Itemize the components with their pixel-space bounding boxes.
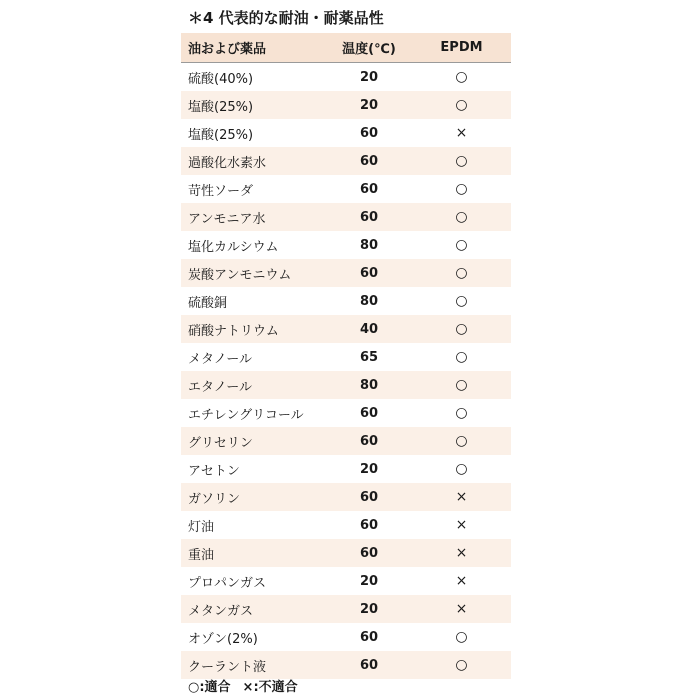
cell-name: 塩酸(25%): [188, 99, 254, 115]
table-row: [181, 147, 511, 175]
table-row: [181, 483, 511, 511]
table-row: [181, 399, 511, 427]
cell-epdm: ○: [455, 209, 468, 225]
table-row: [181, 315, 511, 343]
cell-temp: 60: [359, 657, 379, 673]
cell-epdm: ○: [455, 181, 468, 197]
table-row: [181, 203, 511, 231]
cell-epdm: ×: [455, 601, 468, 617]
table-row: [181, 287, 511, 315]
cell-name: アンモニア水: [188, 211, 266, 227]
cell-name: 重油: [188, 547, 215, 563]
header-temp: 温度(℃): [342, 42, 396, 57]
cell-temp: 65: [359, 349, 379, 365]
legend-unsuitable: ×:不適合: [242, 680, 298, 695]
cell-temp: 20: [359, 97, 379, 113]
cell-temp: 60: [359, 489, 379, 505]
cell-epdm: ○: [455, 377, 468, 393]
cell-temp: 60: [359, 209, 379, 225]
cell-temp: 60: [359, 181, 379, 197]
table-header-row: [181, 33, 511, 63]
cell-name: 塩酸(25%): [188, 127, 254, 143]
cell-name: クーラント液: [188, 659, 267, 675]
header-name: 油および薬品: [188, 42, 267, 57]
cell-name: エチレングリコール: [188, 407, 304, 423]
cell-name: オゾン(2%): [188, 631, 258, 647]
cell-name: 硫酸銅: [188, 295, 228, 311]
cell-name: アセトン: [188, 463, 240, 479]
cell-epdm: ○: [455, 629, 468, 645]
cell-temp: 60: [359, 433, 379, 449]
header-epdm: EPDM: [440, 40, 483, 55]
table-row: [181, 259, 511, 287]
cell-temp: 80: [359, 237, 379, 253]
cell-temp: 60: [359, 629, 379, 645]
cell-temp: 20: [359, 461, 379, 477]
cell-epdm: ○: [455, 153, 468, 169]
cell-temp: 60: [359, 405, 379, 421]
cell-epdm: ×: [455, 125, 468, 141]
table-row: [181, 231, 511, 259]
cell-name: 塩化カルシウム: [188, 239, 279, 255]
table-row: [181, 63, 511, 91]
cell-epdm: ○: [455, 237, 468, 253]
cell-epdm: ○: [455, 293, 468, 309]
cell-name: 硝酸ナトリウム: [188, 323, 279, 339]
table-row: [181, 427, 511, 455]
cell-name: メタノール: [188, 351, 252, 367]
cell-temp: 20: [359, 69, 379, 85]
cell-name: 過酸化水素水: [188, 155, 267, 171]
table-row: [181, 567, 511, 595]
resistance-table: [181, 33, 511, 679]
table-row: [181, 623, 511, 651]
table-row: [181, 539, 511, 567]
table-row: [181, 371, 511, 399]
cell-epdm: ○: [455, 433, 468, 449]
cell-temp: 80: [359, 377, 379, 393]
cell-epdm: ○: [455, 265, 468, 281]
cell-epdm: ×: [455, 545, 468, 561]
cell-name: 苛性ソーダ: [188, 183, 254, 199]
cell-epdm: ×: [455, 517, 468, 533]
cell-epdm: ○: [455, 69, 468, 85]
cell-temp: 80: [359, 293, 379, 309]
table-row: [181, 595, 511, 623]
cell-name: 炭酸アンモニウム: [188, 267, 292, 283]
cell-epdm: ○: [455, 405, 468, 421]
table-row: [181, 651, 511, 679]
cell-epdm: ×: [455, 573, 468, 589]
cell-temp: 60: [359, 265, 379, 281]
cell-temp: 60: [359, 545, 379, 561]
table-title: ＊4 代表的な耐油・耐薬品性: [188, 9, 384, 27]
cell-temp: 60: [359, 125, 379, 141]
cell-temp: 20: [359, 601, 379, 617]
cell-epdm: ×: [455, 489, 468, 505]
table-row: [181, 511, 511, 539]
cell-epdm: ○: [455, 349, 468, 365]
cell-epdm: ○: [455, 657, 468, 673]
cell-temp: 20: [359, 573, 379, 589]
cell-name: 灯油: [188, 519, 215, 535]
cell-name: ガソリン: [188, 491, 241, 507]
legend: [188, 678, 298, 698]
cell-name: グリセリン: [188, 435, 253, 451]
table-row: [181, 91, 511, 119]
table-row: [181, 119, 511, 147]
cell-name: エタノール: [188, 379, 252, 395]
cell-epdm: ○: [455, 97, 468, 113]
cell-name: メタンガス: [188, 603, 254, 619]
cell-temp: 60: [359, 517, 379, 533]
table-row: [181, 455, 511, 483]
legend-suitable: ○:適合: [188, 680, 231, 695]
cell-name: 硫酸(40%): [188, 71, 254, 87]
table-row: [181, 175, 511, 203]
cell-name: プロパンガス: [188, 575, 267, 591]
table-row: [181, 343, 511, 371]
cell-epdm: ○: [455, 321, 468, 337]
table-body: [181, 63, 511, 679]
cell-temp: 60: [359, 153, 379, 169]
cell-epdm: ○: [455, 461, 468, 477]
cell-temp: 40: [359, 321, 379, 337]
